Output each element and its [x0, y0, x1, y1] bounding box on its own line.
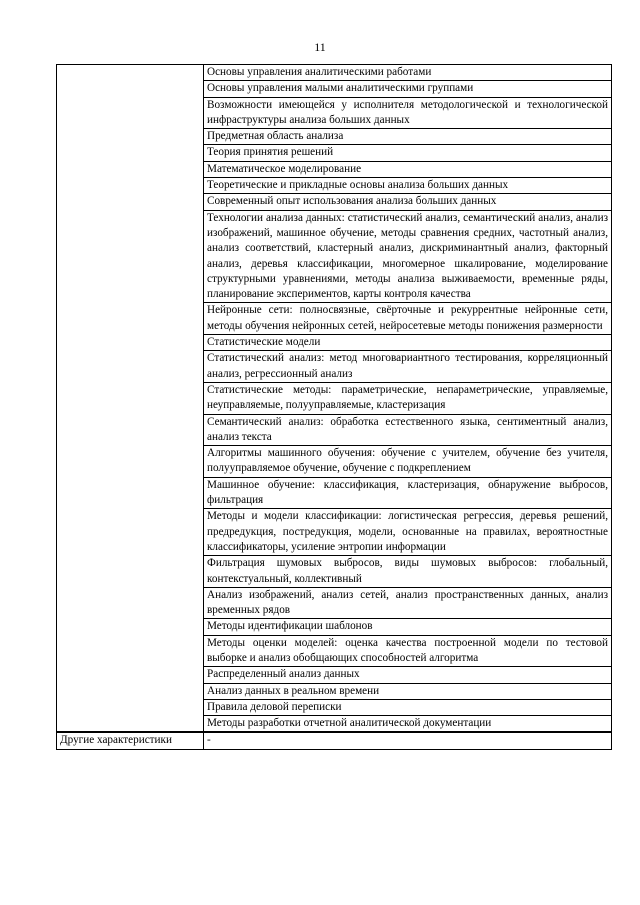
table-row: [57, 65, 612, 81]
other-characteristics-label: Другие характеристики: [57, 733, 204, 749]
table-cell-item: Нейронные сети: полносвязные, свёрточные и рекуррентные нейронные сети, методы обучения нейронных сетей, нейросетевые методы понижения размерности: [204, 303, 612, 335]
table-cell-item: Статистические модели: [204, 335, 612, 351]
table-cell-item: Статистический анализ: метод многовариантного тестирования, корреляционный анализ, регрессионный анализ: [204, 351, 612, 383]
table-cell-item: Предметная область анализа: [204, 129, 612, 145]
table-cell-item: Машинное обучение: классификация, кластеризация, обнаружение выбросов, фильтрация: [204, 477, 612, 509]
table-cell-item: Статистические методы: параметрические, непараметрические, управляемые, неуправляемые, полууправляемые, кластеризация: [204, 382, 612, 414]
table-cell-item: Методы оценки моделей: оценка качества построенной модели по тестовой выборке и анализ обобщающих способностей алгоритма: [204, 635, 612, 667]
table-cell-item: Математическое моделирование: [204, 161, 612, 177]
table-cell-item: Теоретические и прикладные основы анализа больших данных: [204, 178, 612, 194]
page-number: 11: [314, 40, 326, 54]
table-row-other: [57, 733, 612, 749]
other-characteristics-value: -: [204, 733, 612, 749]
table-cell-item: Распределенный анализ данных: [204, 667, 612, 683]
table-cell-item: Семантический анализ: обработка естественного языка, сентиментный анализ, анализ текста: [204, 414, 612, 446]
table-cell-item: Алгоритмы машинного обучения: обучение с учителем, обучение без учителя, полууправляемое обучение, обучение с подкреплением: [204, 446, 612, 478]
table-cell-item: Анализ данных в реальном времени: [204, 683, 612, 699]
table-body: [57, 65, 612, 750]
table-cell-item: Фильтрация шумовых выбросов, виды шумовых выбросов: глобальный, контекстуальный, коллективный: [204, 556, 612, 588]
table-cell-item: Анализ изображений, анализ сетей, анализ пространственных данных, анализ временных рядов: [204, 587, 612, 619]
table-cell-item: Методы разработки отчетной аналитической документации: [204, 716, 612, 732]
table-cell-item: Основы управления малыми аналитическими группами: [204, 81, 612, 97]
table-cell-item: Технологии анализа данных: статистический анализ, семантический анализ, анализ изображений, машинное обучение, методы сравнения средних, частотный анализ, анализ соответствий, кластерный анализ, дискриминантный анализ, факторный анализ, деревья классификации, многомерное шкалирование, моделирование структурными уравнениями, методы анализа выживаемости, временные ряды, планирование экспериментов, карты контроля качества: [204, 210, 612, 303]
table-cell-item: Теория принятия решений: [204, 145, 612, 161]
characteristics-table: [56, 64, 612, 750]
table-cell-item: Методы и модели классификации: логистическая регрессия, деревья решений, предредукция, постредукция, модели, основанные на правилах, вероятностные классификаторы, усиление энтропии информации: [204, 509, 612, 556]
table-cell-item: Методы идентификации шаблонов: [204, 619, 612, 635]
table-cell-item: Основы управления аналитическими работами: [204, 65, 612, 81]
table-cell-item: Современный опыт использования анализа больших данных: [204, 194, 612, 210]
left-empty-cell: [57, 65, 204, 732]
table-cell-item: Возможности имеющейся у исполнителя методологической и технологической инфраструктуры анализа больших данных: [204, 97, 612, 129]
table-cell-item: Правила деловой переписки: [204, 699, 612, 715]
